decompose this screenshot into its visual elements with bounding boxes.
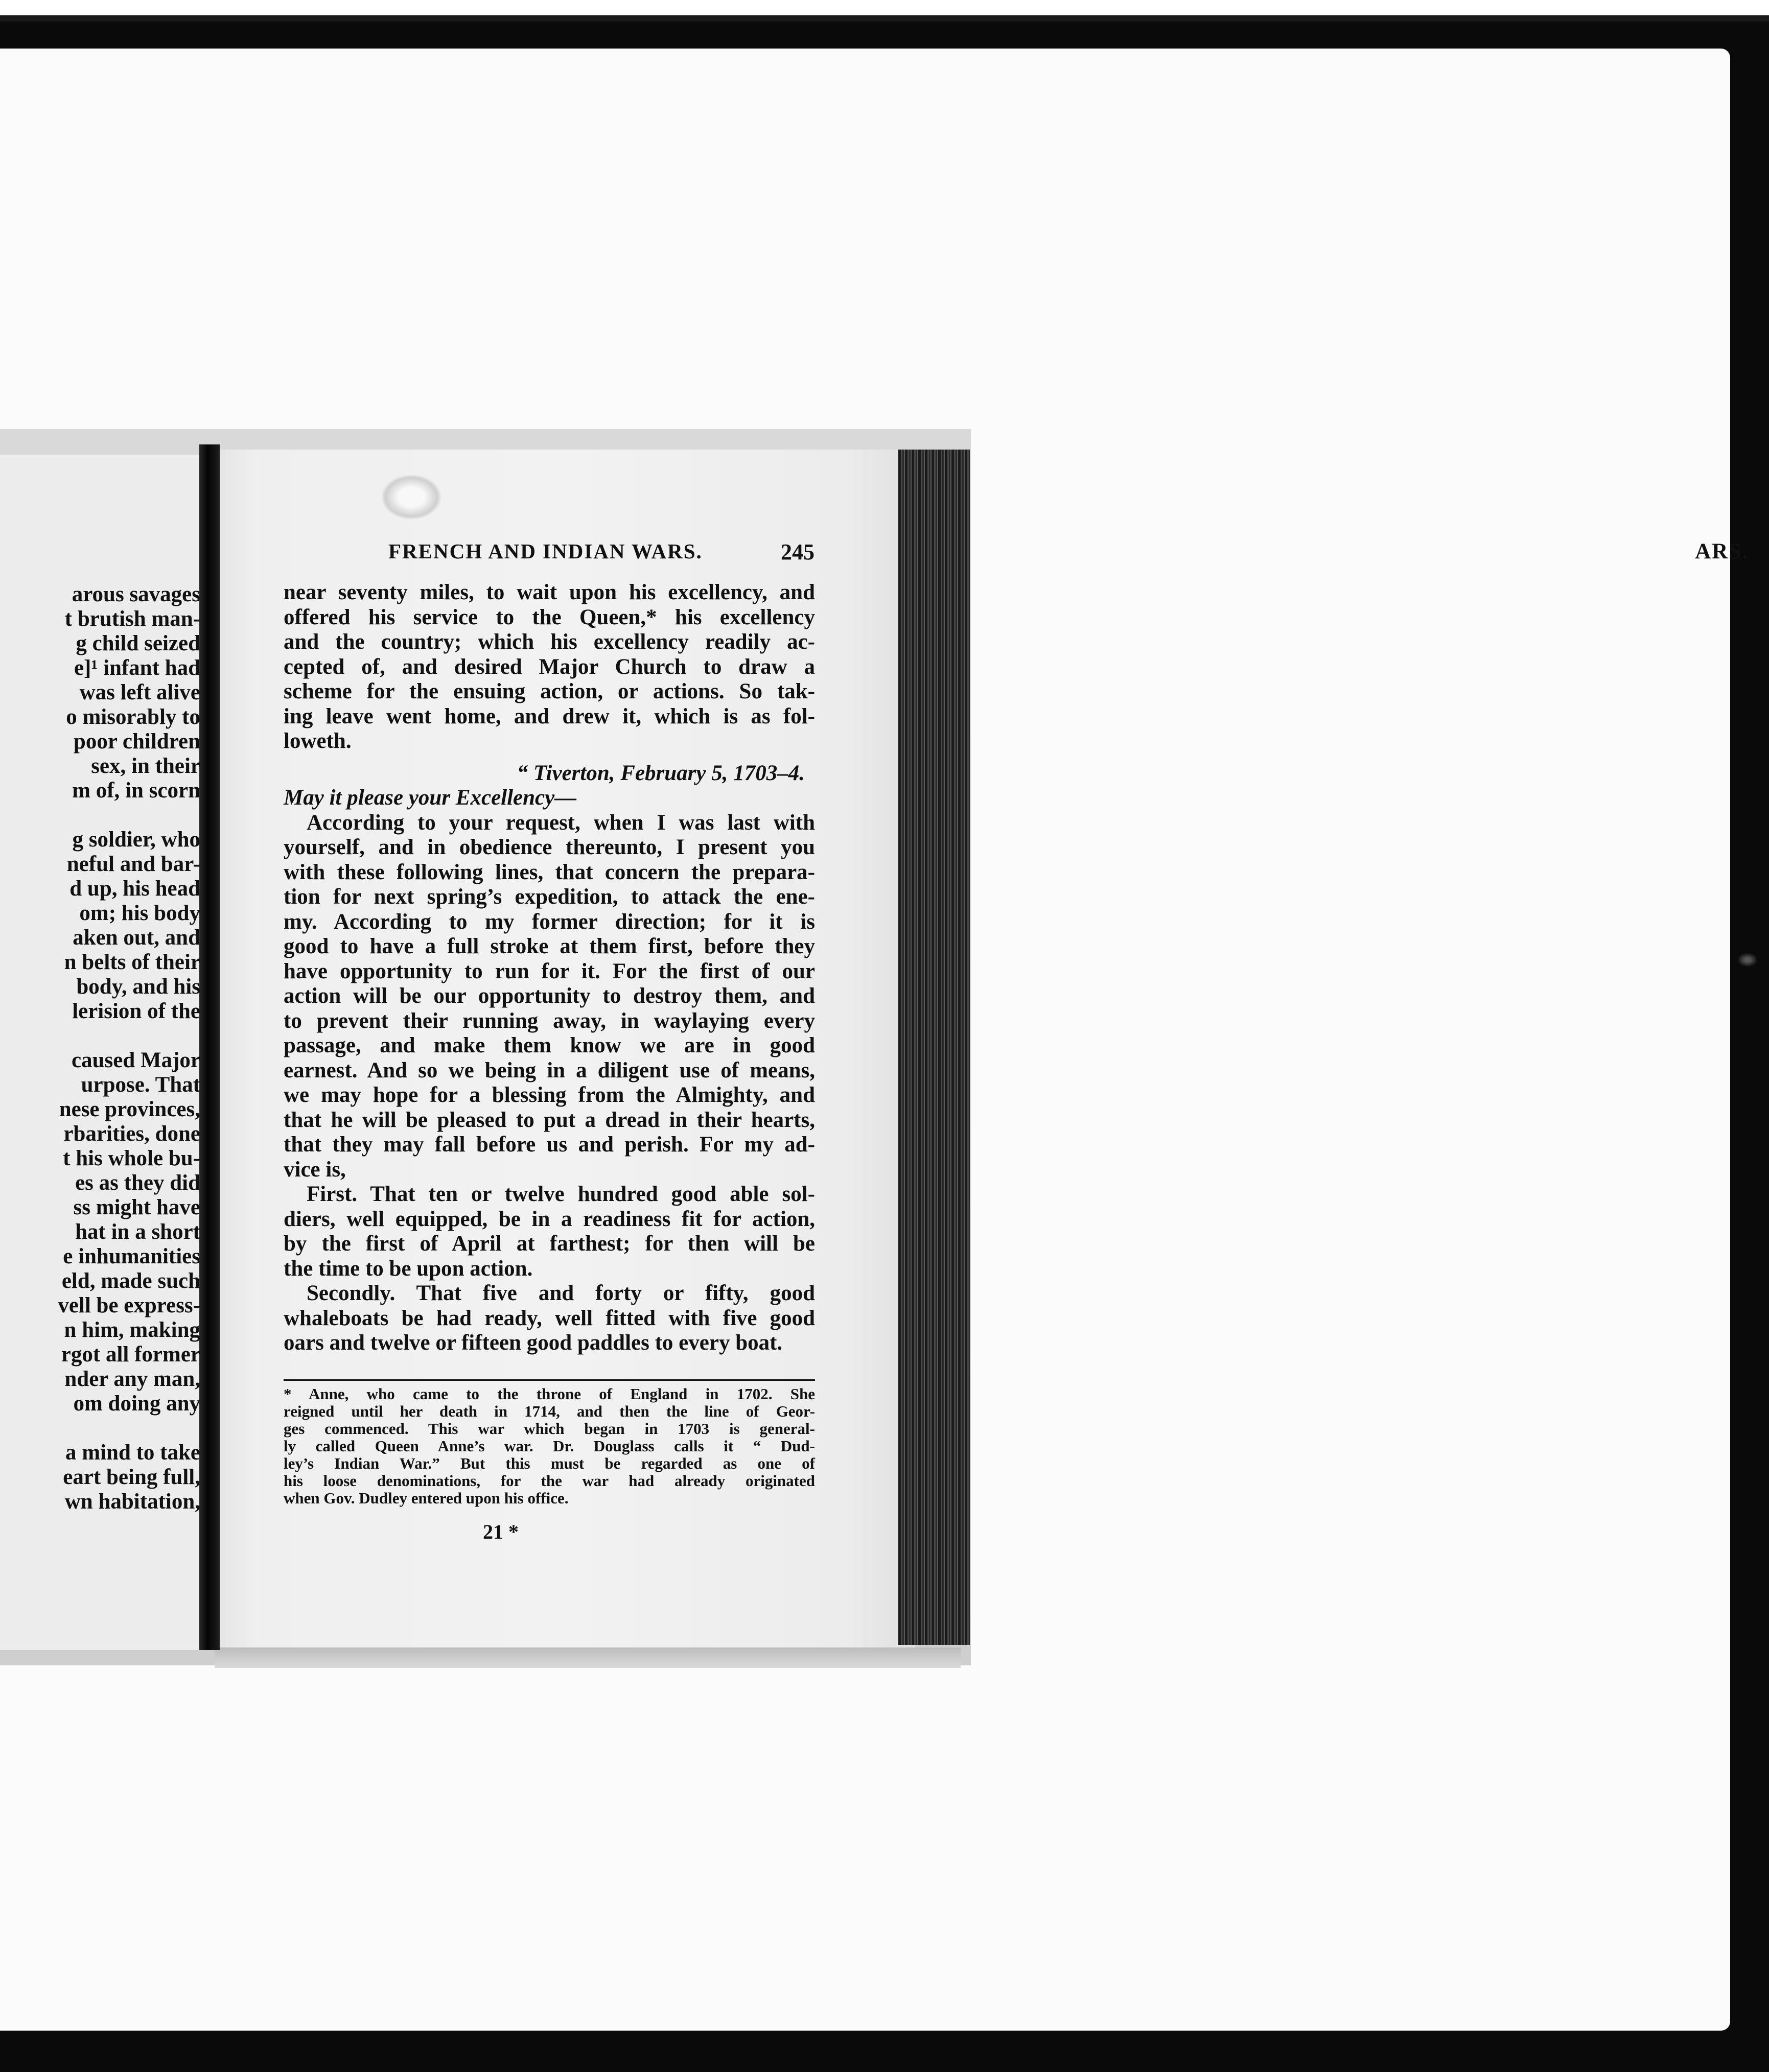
left-page-line: n belts of their bbox=[64, 950, 200, 974]
left-page-line bbox=[0, 1024, 200, 1048]
text-line: earnest. And so we being in a diligent use of means, bbox=[284, 1058, 815, 1082]
text-line: diers, well equipped, be in a readiness fit for action, bbox=[284, 1207, 815, 1231]
left-page-line: nese provinces, bbox=[59, 1097, 200, 1121]
text-line: According to your request, when I was last with bbox=[307, 810, 815, 835]
paper-stain bbox=[381, 474, 442, 520]
left-page-line: caused Major bbox=[72, 1048, 200, 1072]
film-top-border bbox=[0, 15, 1769, 21]
page-number: 245 bbox=[781, 539, 814, 564]
footnote-line: reigned until her death in 1714, and then the line of Geor- bbox=[284, 1402, 815, 1420]
left-page-line: was left alive bbox=[79, 680, 200, 704]
left-page-text bbox=[0, 582, 200, 1514]
text-line: ing leave went home, and drew it, which is as fol- bbox=[284, 704, 815, 728]
film-top-strip bbox=[0, 0, 1769, 15]
text-line: my. According to my former direction; for it is bbox=[284, 909, 815, 934]
left-page-line: hat in a short bbox=[75, 1220, 200, 1244]
text-line: to prevent their running away, in waylaying every bbox=[284, 1008, 815, 1033]
left-page-line: wn habitation, bbox=[64, 1490, 200, 1514]
left-running-head: ARS. bbox=[1695, 539, 1749, 563]
left-page-line: eld, made such bbox=[61, 1269, 200, 1293]
footnote-line: ley’s Indian War.” But this must be regarded as one of bbox=[284, 1454, 815, 1472]
left-page-line: nder any man, bbox=[64, 1367, 200, 1391]
book-bottom-edge bbox=[215, 1647, 961, 1668]
left-page-line: lerision of the bbox=[72, 999, 200, 1023]
margin-mark bbox=[1737, 953, 1758, 967]
left-page-line: m of, in scorn bbox=[72, 779, 200, 803]
text-line: action will be our opportunity to destroy them, and bbox=[284, 984, 815, 1008]
left-page-line: a mind to take bbox=[65, 1441, 200, 1465]
left-page-line: n him, making bbox=[64, 1318, 200, 1342]
footnote-rule bbox=[284, 1379, 815, 1381]
footnote-line: ges commenced. This war which began in 1703 is general- bbox=[284, 1420, 815, 1438]
left-page-line: d up, his head bbox=[69, 877, 200, 901]
left-page-line: om doing any bbox=[73, 1392, 200, 1416]
text-line: cepted of, and desired Major Church to draw a bbox=[284, 654, 815, 679]
paragraph-4 bbox=[284, 1281, 815, 1356]
left-page-line: body, and his bbox=[76, 975, 200, 999]
left-page-line: g child seized bbox=[76, 631, 200, 655]
left-page-line: e inhumanities bbox=[63, 1244, 200, 1268]
dateline: “ Tiverton, February 5, 1703–4. bbox=[517, 761, 805, 785]
left-page-line: urpose. That bbox=[81, 1073, 200, 1097]
left-page-line: arous savages bbox=[72, 582, 200, 606]
text-line: scheme for the ensuing action, or actions. So tak- bbox=[284, 679, 815, 703]
text-line: by the first of April at farthest; for then will be bbox=[284, 1232, 815, 1256]
left-page-line: neful and bar- bbox=[66, 852, 200, 876]
left-page-line bbox=[0, 1416, 200, 1441]
text-line: and the country; which his excellency readily ac- bbox=[284, 630, 815, 654]
page-edges bbox=[898, 450, 970, 1645]
left-page-line: t his whole bu- bbox=[63, 1146, 200, 1170]
left-page-line: aken out, and bbox=[73, 926, 200, 950]
text-line: with these following lines, that concern the prepara- bbox=[284, 860, 815, 884]
text-line: offered his service to the Queen,* his excellency bbox=[284, 605, 815, 629]
left-page-line: sex, in their bbox=[91, 754, 200, 778]
footnote-line: when Gov. Dudley entered upon his office. bbox=[284, 1489, 569, 1507]
text-line: First. That ten or twelve hundred good able sol- bbox=[307, 1182, 815, 1206]
left-page-line: o misorably to bbox=[66, 705, 200, 729]
left-page-line: rbarities, done bbox=[63, 1122, 200, 1146]
text-line: vice is, bbox=[284, 1157, 346, 1182]
text-line: yourself, and in obedience thereunto, I present you bbox=[284, 835, 815, 859]
paragraph-1 bbox=[284, 580, 815, 754]
left-page-line bbox=[0, 803, 200, 828]
paragraph-3 bbox=[284, 1182, 815, 1281]
page-body bbox=[284, 580, 815, 1356]
text-line: whaleboats be had ready, well fitted with five good bbox=[284, 1306, 815, 1330]
signature-mark: 21 * bbox=[483, 1520, 519, 1543]
book-gutter bbox=[199, 444, 220, 1650]
text-line: that he will be pleased to put a dread in their hearts, bbox=[284, 1108, 815, 1132]
text-line: tion for next spring’s expedition, to attack the ene- bbox=[284, 885, 815, 909]
left-page-line: vell be express- bbox=[58, 1293, 200, 1317]
footnote bbox=[284, 1385, 815, 1507]
text-line: near seventy miles, to wait upon his excellency, and bbox=[284, 580, 815, 604]
text-line: we may hope for a blessing from the Almighty, and bbox=[284, 1083, 815, 1107]
left-page-line: rgot all former bbox=[61, 1343, 200, 1367]
left-page-line: es as they did bbox=[75, 1171, 200, 1195]
text-line: that they may fall before us and perish. For my ad- bbox=[284, 1133, 815, 1157]
paragraph-2 bbox=[284, 811, 815, 1183]
left-page-line: eart being full, bbox=[63, 1465, 200, 1489]
text-line: have opportunity to run for it. For the first of our bbox=[284, 959, 815, 983]
footnote-line: his loose denominations, for the war had already originated bbox=[284, 1472, 815, 1490]
running-head: FRENCH AND INDIAN WARS. bbox=[388, 539, 703, 563]
text-line: passage, and make them know we are in good bbox=[284, 1033, 815, 1057]
left-page-line: poor children bbox=[73, 729, 200, 754]
left-page-line: e]¹ infant had bbox=[74, 656, 200, 680]
text-line: loweth. bbox=[284, 729, 352, 753]
text-line: the time to be upon action. bbox=[284, 1256, 533, 1281]
text-line: good to have a full stroke at them first, before they bbox=[284, 934, 815, 958]
footnote-line: * Anne, who came to the throne of England in 1702. She bbox=[284, 1385, 815, 1403]
text-line: oars and twelve or fifteen good paddles to every boat. bbox=[284, 1331, 783, 1355]
left-page-line: om; his body bbox=[79, 901, 200, 925]
left-page-line: ss might have bbox=[73, 1195, 200, 1219]
salutation: May it please your Excellency— bbox=[284, 786, 577, 810]
left-page-line: g soldier, who bbox=[72, 828, 200, 852]
footnote-line: ly called Queen Anne’s war. Dr. Douglass calls it “ Dud- bbox=[284, 1437, 815, 1455]
text-line: Secondly. That five and forty or fifty, good bbox=[307, 1281, 815, 1305]
left-page-line: t brutish man- bbox=[64, 607, 200, 631]
